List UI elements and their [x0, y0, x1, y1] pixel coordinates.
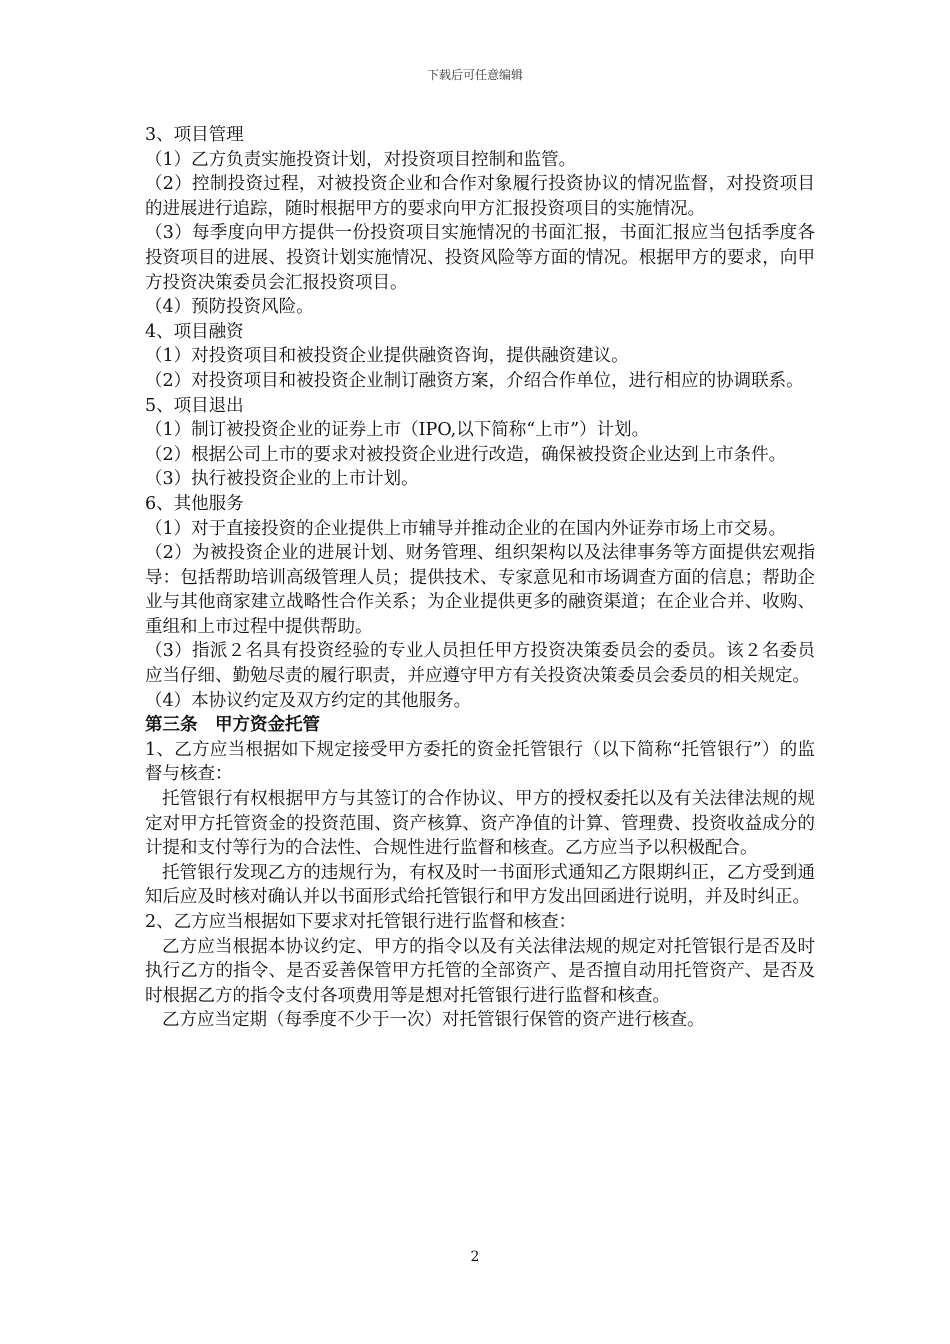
paragraph: （1）对投资项目和被投资企业提供融资咨询，提供融资建议。 — [145, 346, 629, 367]
paragraph: （4）本协议约定及双方约定的其他服务。 — [145, 690, 472, 711]
section-heading-project-management: 3、项目管理 — [145, 125, 244, 145]
paragraph: （2）对投资项目和被投资企业制订融资方案，介绍合作单位，进行相应的协调联系。 — [145, 370, 804, 391]
paragraph: 乙方应当定期（每季度不少于一次）对托管银行保管的资产进行核查。 — [162, 1010, 705, 1031]
paragraph: （2）控制投资过程，对被投资企业和合作对象履行投资协议的情况监督，对投资项目的进展进行追踪，随时根据甲方的要求向甲方汇报投资项目的实施情况。 — [145, 174, 815, 219]
section-heading-other-services: 6、其他服务 — [145, 493, 244, 514]
paragraph: （2）根据公司上市的要求对被投资企业进行改造，确保被投资企业达到上市条件。 — [145, 444, 787, 465]
paragraph: （3）执行被投资企业的上市计划。 — [145, 469, 419, 490]
section-heading-project-exit: 5、项目退出 — [145, 395, 244, 416]
paragraph: 乙方应当根据本协议约定、甲方的指令以及有关法律法规的规定对托管银行是否及时执行乙方的指令、是否妥善保管甲方托管的全部资产、是否擅自动用托管资产、是否及时根据乙方的指令支付各项费用等是想对托管银行进行监督和核查。 — [145, 936, 815, 1006]
paragraph: 托管银行发现乙方的违规行为，有权及时一书面形式通知乙方限期纠正，乙方受到通知后应及时核对确认并以书面形式给托管银行和甲方发出回函进行说明，并及时纠正。 — [145, 862, 815, 908]
paragraph: 托管银行有权根据甲方与其签订的合作协议、甲方的授权委托以及有关法律法规的规定对甲方托管资金的投资范围、资产核算、资产净值的计算、管理费、投资收益成分的计提和支付等行为的合法性、合规性进行监督和核查。乙方应当予以积极配合。 — [145, 789, 815, 859]
paragraph: （4）预防投资风险。 — [145, 297, 314, 318]
paragraph: （1）对于直接投资的企业提供上市辅导并推动企业的在国内外证券市场上市交易。 — [145, 518, 787, 539]
section-heading-project-financing: 4、项目融资 — [145, 321, 244, 342]
article-heading: 第三条 甲方资金托管 — [145, 715, 320, 736]
paragraph: （3）每季度向甲方提供一份投资项目实施情况的书面汇报，书面汇报应当包括季度各投资项目的进展、投资计划实施情况、投资风险等方面的情况。根据甲方的要求，向甲方投资决策委员会汇报投资项目。 — [145, 223, 815, 293]
paragraph: （2）为被投资企业的进展计划、财务管理、组织架构以及法律事务等方面提供宏观指导：包括帮助培训高级管理人员；提供技术、专家意见和市场调查方面的信息；帮助企业与其他商家建立战略性合作关系；为企业提供更多的融资渠道；在企业合并、收购、重组和上市过程中提供帮助。 — [145, 543, 815, 637]
paragraph: （1）制订被投资企业的证券上市（IPO,以下简称“上市”）计划。 — [145, 420, 650, 441]
page-header: 下载后可任意编辑 — [426, 68, 523, 82]
paragraph: （3）指派２名具有投资经验的专业人员担任甲方投资决策委员会的委员。该２名委员应当仔细、勤勉尽责的履行职责，并应遵守甲方有关投资决策委员会委员的相关规定。 — [145, 641, 815, 687]
page-number: 2 — [470, 1249, 480, 1265]
paragraph: （1）乙方负责实施投资计划，对投资项目控制和监管。 — [145, 149, 577, 170]
document-body — [145, 123, 815, 1033]
paragraph: 2、乙方应当根据如下要求对托管银行进行监督和核查： — [145, 912, 577, 932]
paragraph: 1、乙方应当根据如下规定接受甲方委托的资金托管银行（以下简称“托管银行”）的监督与核查： — [145, 739, 815, 785]
